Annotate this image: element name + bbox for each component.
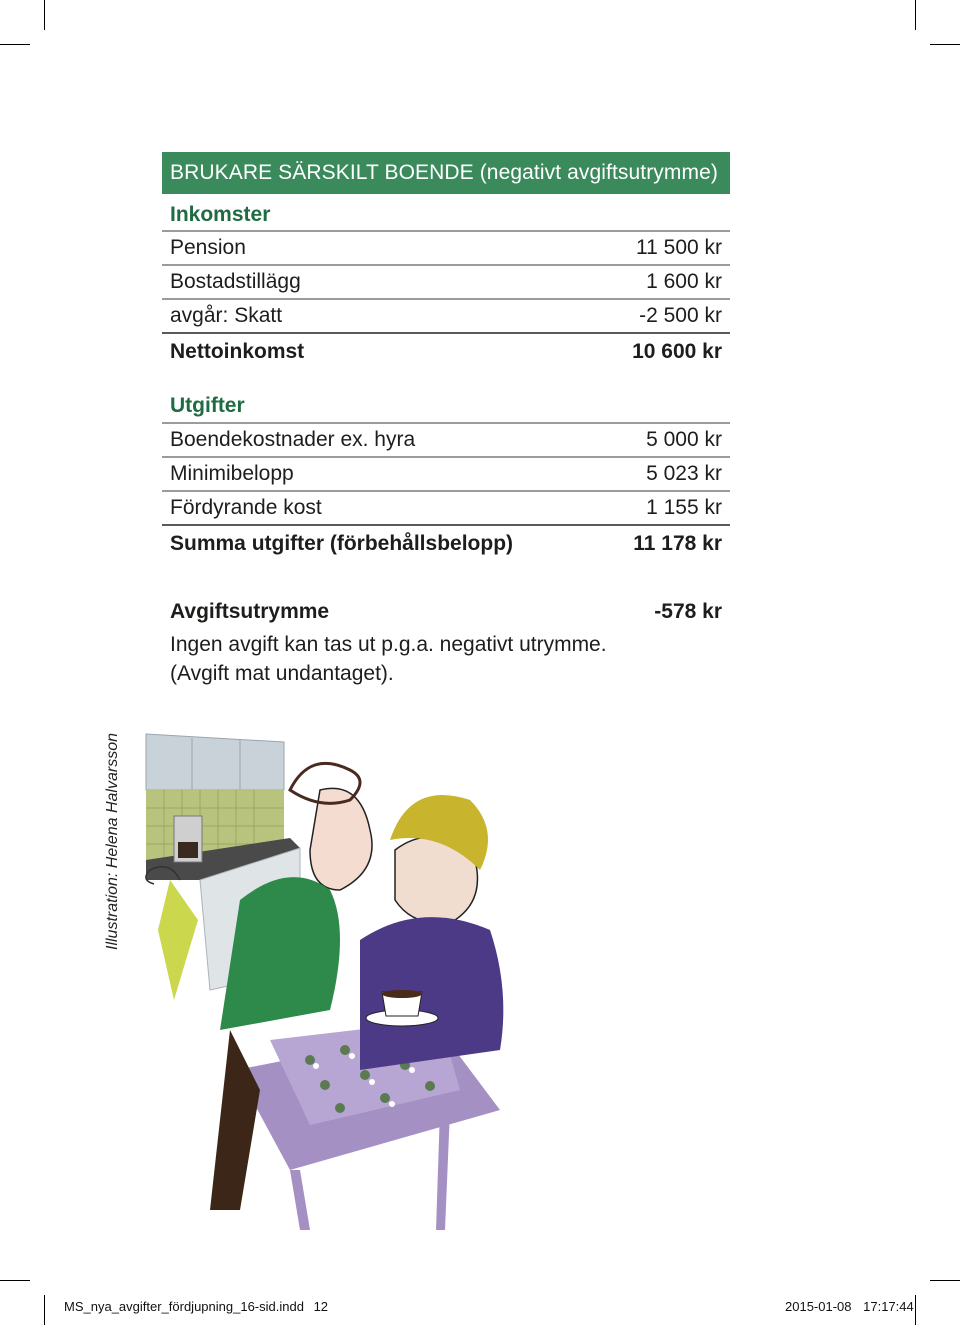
- margin-note-line2: (Avgift mat undantaget).: [170, 662, 394, 685]
- footer-date: 2015-01-08: [785, 1299, 852, 1314]
- row-label: Bostadstillägg: [170, 270, 301, 293]
- table-row: [162, 424, 730, 458]
- margin-note-line1: Ingen avgift kan tas ut p.g.a. negativt utrymme.: [170, 633, 607, 656]
- row-value: 1 155 kr: [646, 496, 722, 519]
- crop-mark: [44, 1295, 45, 1325]
- margin-label: Avgiftsutrymme: [170, 600, 330, 623]
- table-row: [162, 232, 730, 266]
- total-row: [162, 526, 730, 562]
- fee-calculation-table: [162, 152, 730, 688]
- print-footer-timestamp: [785, 1299, 914, 1314]
- table-header: BRUKARE SÄRSKILT BOENDE (negativt avgiftsutrymme): [162, 152, 730, 194]
- crop-mark: [0, 1280, 30, 1281]
- total-row: [162, 334, 730, 370]
- row-value: 5 023 kr: [646, 462, 722, 485]
- table-row: [162, 458, 730, 492]
- row-label: avgår: Skatt: [170, 304, 283, 327]
- total-label: Nettoinkomst: [170, 340, 305, 363]
- row-label: Minimibelopp: [170, 462, 294, 485]
- crop-mark: [930, 44, 960, 45]
- table-row: [162, 492, 730, 526]
- expenses-section-title: Utgifter: [162, 390, 730, 424]
- table-row: [162, 300, 730, 334]
- crop-mark: [44, 0, 45, 30]
- row-value: 5 000 kr: [646, 428, 722, 451]
- row-value: 1 600 kr: [646, 270, 722, 293]
- total-value: 11 178 kr: [633, 532, 722, 555]
- crop-mark: [0, 44, 30, 45]
- kitchen-coffee-illustration: [140, 730, 520, 1240]
- row-label: Boendekostnader ex. hyra: [170, 428, 416, 451]
- crop-mark: [915, 0, 916, 30]
- table-row: [162, 266, 730, 300]
- footer-time: 17:17:44: [863, 1299, 914, 1314]
- crop-mark: [915, 1295, 916, 1325]
- margin-row: [162, 594, 730, 630]
- row-value: 11 500 kr: [636, 236, 722, 259]
- margin-value: -578 kr: [654, 600, 722, 623]
- footer-page: 12: [313, 1299, 329, 1314]
- row-label: Pension: [170, 236, 246, 259]
- row-label: Fördyrande kost: [170, 496, 322, 519]
- illustration-credit: Illustration: Helena Halvarsson: [104, 733, 121, 950]
- row-value: -2 500 kr: [639, 304, 722, 327]
- footer-filename: MS_nya_avgifter_fördjupning_16-sid.indd: [64, 1299, 304, 1314]
- total-label: Summa utgifter (förbehållsbelopp): [170, 532, 514, 555]
- income-section-title: Inkomster: [162, 200, 730, 232]
- crop-mark: [930, 1280, 960, 1281]
- total-value: 10 600 kr: [632, 340, 722, 363]
- print-footer: [64, 1299, 328, 1314]
